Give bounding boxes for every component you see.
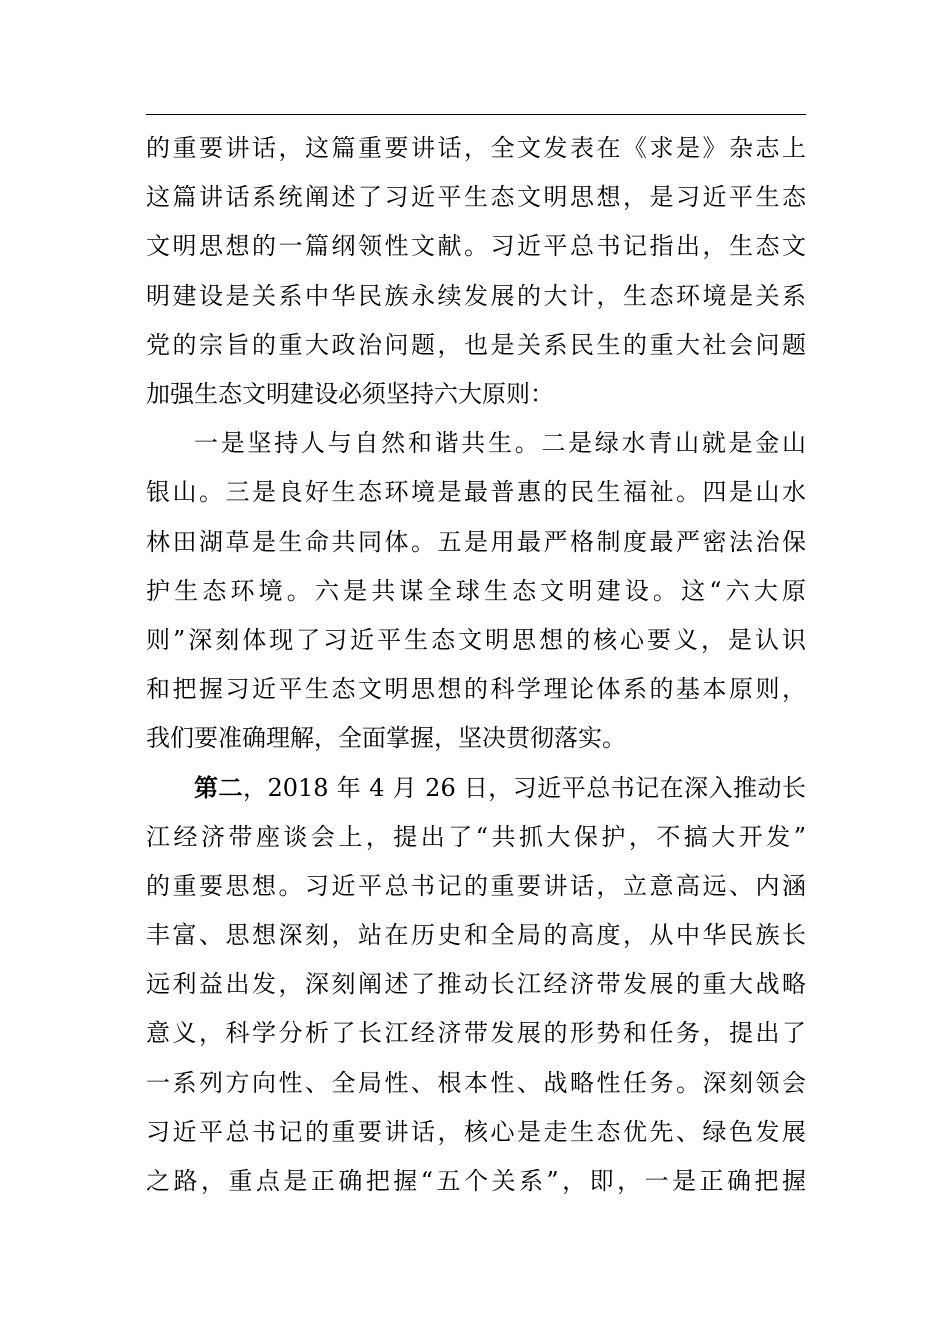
- text-line: 银山。三是良好生态环境是最普惠的民生福祉。四是山水: [146, 478, 806, 507]
- text-line: 护生态环境。六是共谋全球生态文明建设。这“六大原: [146, 576, 806, 605]
- section-lead: 第二: [194, 773, 243, 803]
- text-line: [146, 763, 806, 812]
- text-line: 加强生态文明建设必须坚持六大原则：: [146, 379, 554, 408]
- text-line: 文明思想的一篇纲领性文献。习近平总书记指出，生态文: [146, 232, 806, 261]
- text-line: 一是坚持人与自然和谐共生。二是绿水青山就是金山: [194, 429, 806, 458]
- text-line: 和把握习近平生态文明思想的科学理论体系的基本原则，: [146, 675, 806, 704]
- text-line: 江经济带座谈会上，提出了“共抓大保护，不搞大开发”: [146, 822, 806, 851]
- text-line: 的重要思想。习近平总书记的重要讲话，立意高远、内涵: [146, 871, 806, 900]
- text-line-rest: ，2018 年 4 月 26 日，习近平总书记在深入推动长: [242, 774, 807, 803]
- text-line: 明建设是关系中华民族永续发展的大计，生态环境是关系: [146, 281, 806, 310]
- text-line: 丰富、思想深刻，站在历史和全局的高度，从中华民族长: [146, 921, 806, 949]
- text-line: 党的宗旨的重大政治问题，也是关系民生的重大社会问题: [146, 330, 806, 359]
- text-line: 林田湖草是生命共同体。五是用最严格制度最严密法治保: [146, 527, 806, 556]
- text-line: 我们要准确理解，全面掌握，坚决贯彻落实。: [146, 724, 626, 753]
- text-line: 则”深刻体现了习近平生态文明思想的核心要义，是认识: [146, 625, 806, 654]
- header-rule: [146, 114, 806, 115]
- text-line: 意义，科学分析了长江经济带发展的形势和任务，提出了: [146, 1019, 806, 1048]
- text-line: 一系列方向性、全局性、根本性、战略性任务。深刻领会: [146, 1068, 806, 1097]
- text-line: 之路，重点是正确把握“五个关系”，即，一是正确把握: [146, 1166, 806, 1195]
- text-line: 的重要讲话，这篇重要讲话，全文发表在《求是》杂志上: [146, 134, 806, 162]
- text-line: 习近平总书记的重要讲话，核心是走生态优先、绿色发展: [146, 1117, 806, 1146]
- document-body: [146, 124, 806, 1206]
- text-line: 这篇讲话系统阐述了习近平生态文明思想，是习近平生态: [146, 183, 806, 212]
- text-line: 远利益出发，深刻阐述了推动长江经济带发展的重大战略: [146, 970, 806, 999]
